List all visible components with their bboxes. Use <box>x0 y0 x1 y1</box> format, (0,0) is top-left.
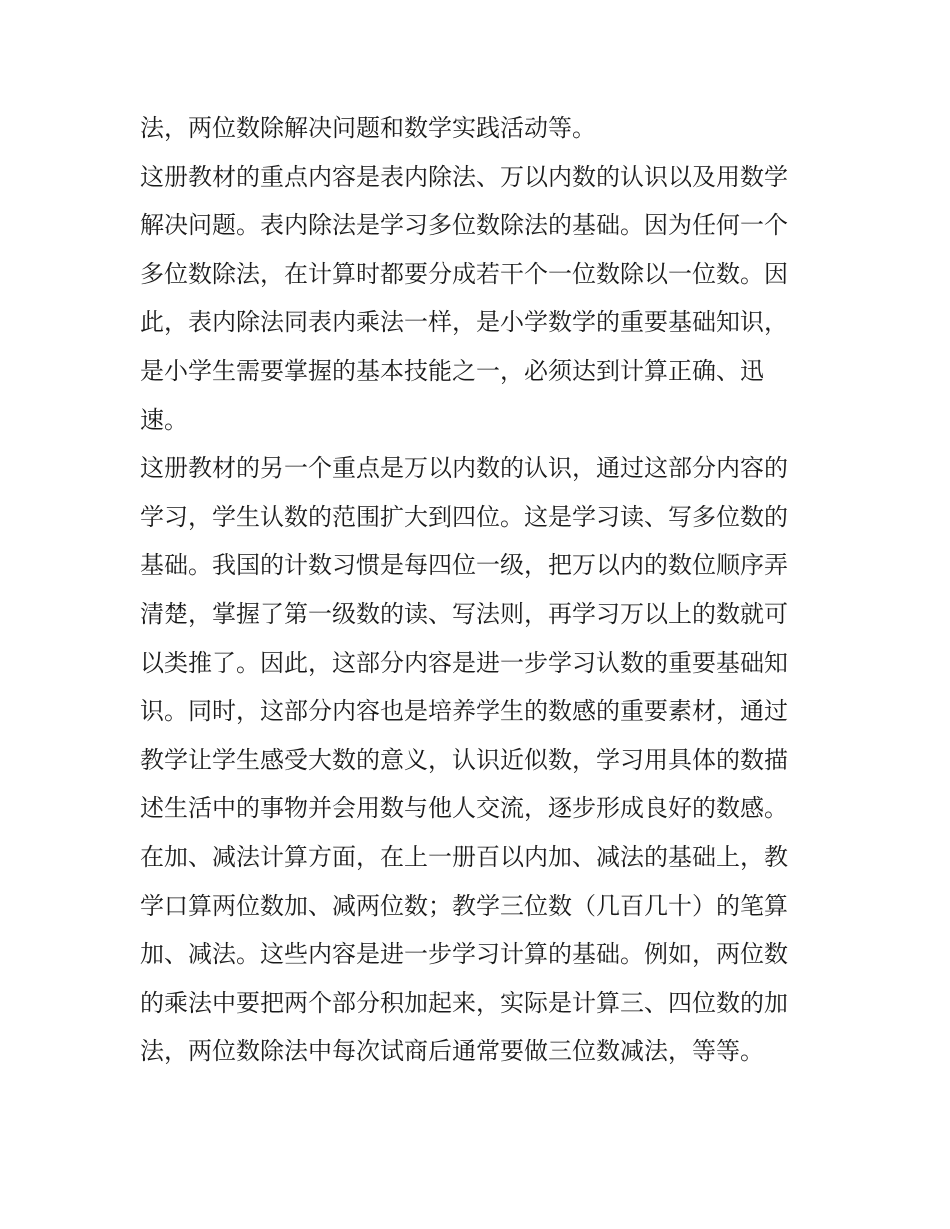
text-line: 述生活中的事物并会用数与他人交流，逐步形成良好的数感。 <box>140 794 788 823</box>
text-line: 解决问题。表内除法是学习多位数除法的基础。因为任何一个 <box>140 211 788 240</box>
text-line: 此，表内除法同表内乘法一样，是小学数学的重要基础知识， <box>140 308 788 337</box>
text-line: 学口算两位数加、减两位数；教学三位数（几百几十）的笔算 <box>140 891 788 920</box>
text-line: 基础。我国的计数习惯是每四位一级，把万以内的数位顺序弄 <box>140 551 788 580</box>
text-line: 识。同时，这部分内容也是培养学生的数感的重要素材，通过 <box>140 697 788 726</box>
text-line: 的乘法中要把两个部分积加起来，实际是计算三、四位数的加 <box>140 988 788 1017</box>
text-line: 多位数除法，在计算时都要分成若干个一位数除以一位数。因 <box>140 259 788 288</box>
text-line: 法，两位数除法中每次试商后通常要做三位数减法，等等。 <box>140 1037 764 1066</box>
text-line: 在加、减法计算方面，在上一册百以内加、减法的基础上，教 <box>140 842 788 871</box>
text-line: 学习，学生认数的范围扩大到四位。这是学习读、写多位数的 <box>140 502 788 531</box>
body-text <box>140 104 820 1076</box>
text-line: 法，两位数除解决问题和数学实践活动等。 <box>140 114 596 142</box>
text-line: 加、减法。这些内容是进一步学习计算的基础。例如，两位数 <box>140 940 788 969</box>
text-line: 教学让学生感受大数的意义，认识近似数，学习用具体的数描 <box>140 745 788 774</box>
text-line: 是小学生需要掌握的基本技能之一，必须达到计算正确、迅 <box>140 356 764 385</box>
text-line: 速。 <box>140 405 188 434</box>
text-line: 清楚，掌握了第一级数的读、写法则，再学习万以上的数就可 <box>140 599 788 628</box>
text-line: 这册教材的另一个重点是万以内数的认识，通过这部分内容的 <box>140 454 788 483</box>
text-line: 这册教材的重点内容是表内除法、万以内数的认识以及用数学 <box>140 162 788 191</box>
text-line: 以类推了。因此，这部分内容是进一步学习认数的重要基础知 <box>140 648 788 677</box>
